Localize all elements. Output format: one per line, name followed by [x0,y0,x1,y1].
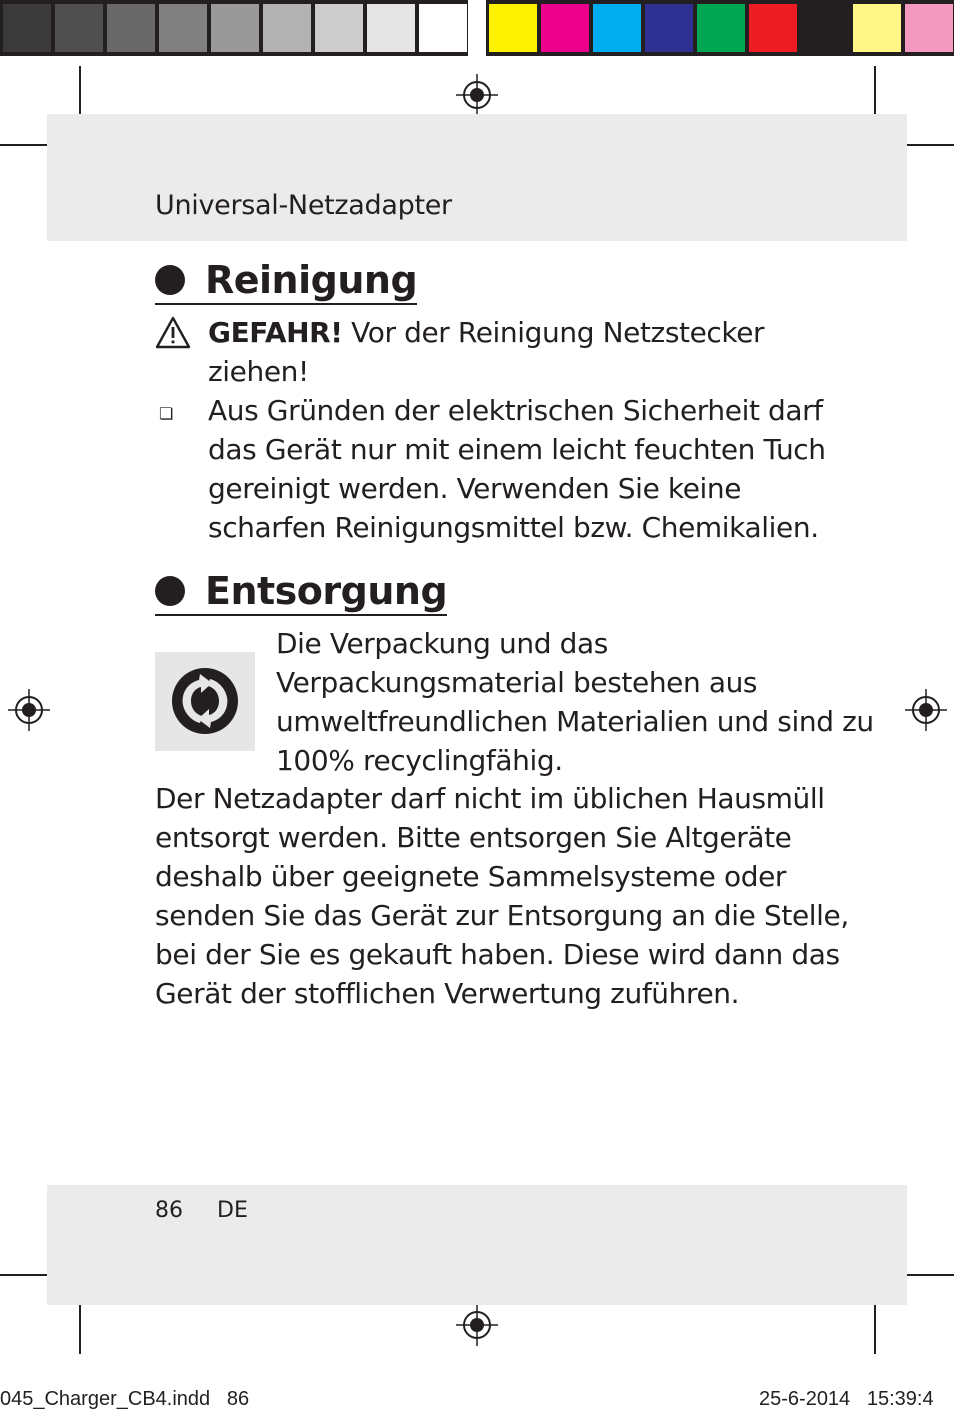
color-swatch [315,4,363,52]
cleaning-paragraph: Aus Gründen der elektrischen Sicherheit darf das Gerät nur mit einem leicht feuchten Tuch gereinigt werden. Verwenden Sie keine scharfen Reinigungsmittel bzw. Chemikalien. [208,394,826,544]
color-swatch [697,4,745,52]
color-swatch [749,4,797,52]
slug-filename: 045_Charger_CB4.indd 86 [0,1388,250,1410]
registration-mark-icon [7,688,51,732]
color-swatch [107,4,155,52]
danger-notice [208,313,828,391]
registration-mark-icon [455,73,499,117]
disposal-paragraph: Der Netzadapter darf nicht im üblichen Hausmüll entsorgt werden. Bitte entsorgen Sie Altgeräte deshalb über geeignete Sammelsysteme oder senden Sie das Gerät zur Entsorgung an die Stelle, bei der Sie es gekauft haben. Diese wird dann das Gerät der stofflichen Verwertung zuführen. [155,782,849,1010]
slug-datetime: 25-6-2014 15:39:4 [759,1388,934,1410]
danger-label: GEFAHR! [208,316,343,349]
packaging-paragraph: Die Verpackung und das Verpackungsmaterial bestehen aus umweltfreundlichen Materialien und sind zu 100% recyclingfähig. [276,627,874,777]
color-swatch [367,4,415,52]
checkbox-bullet-icon: ❏ [159,404,174,423]
danger-text: Vor der Reinigung Netzstecker ziehen! [208,316,765,388]
color-swatch [541,4,589,52]
color-swatch [905,4,953,52]
bullet-dot-icon [155,265,185,295]
color-swatch [593,4,641,52]
bullet-dot-icon [155,576,185,606]
section-heading-disposal [155,571,447,616]
section-title: Reinigung [205,258,418,302]
green-dot-recycling-icon [155,652,255,751]
color-swatch [3,4,51,52]
color-swatch [55,4,103,52]
section-title: Entsorgung [205,569,448,613]
color-swatch [263,4,311,52]
color-swatch [853,4,901,52]
color-calibration-bar [486,0,954,56]
section-heading-cleaning [155,260,417,305]
page-number: 86 [155,1198,183,1223]
color-swatch [801,4,849,52]
color-swatch [159,4,207,52]
registration-mark-icon [455,1303,499,1347]
color-swatch [419,4,467,52]
color-swatch [645,4,693,52]
color-swatch [211,4,259,52]
warning-triangle-icon [155,316,191,349]
registration-mark-icon [904,688,948,732]
color-swatch [489,4,537,52]
running-title: Universal-Netzadapter [155,190,452,221]
language-code: DE [217,1198,248,1223]
grayscale-calibration-bar [0,0,468,56]
header-band [47,114,907,241]
